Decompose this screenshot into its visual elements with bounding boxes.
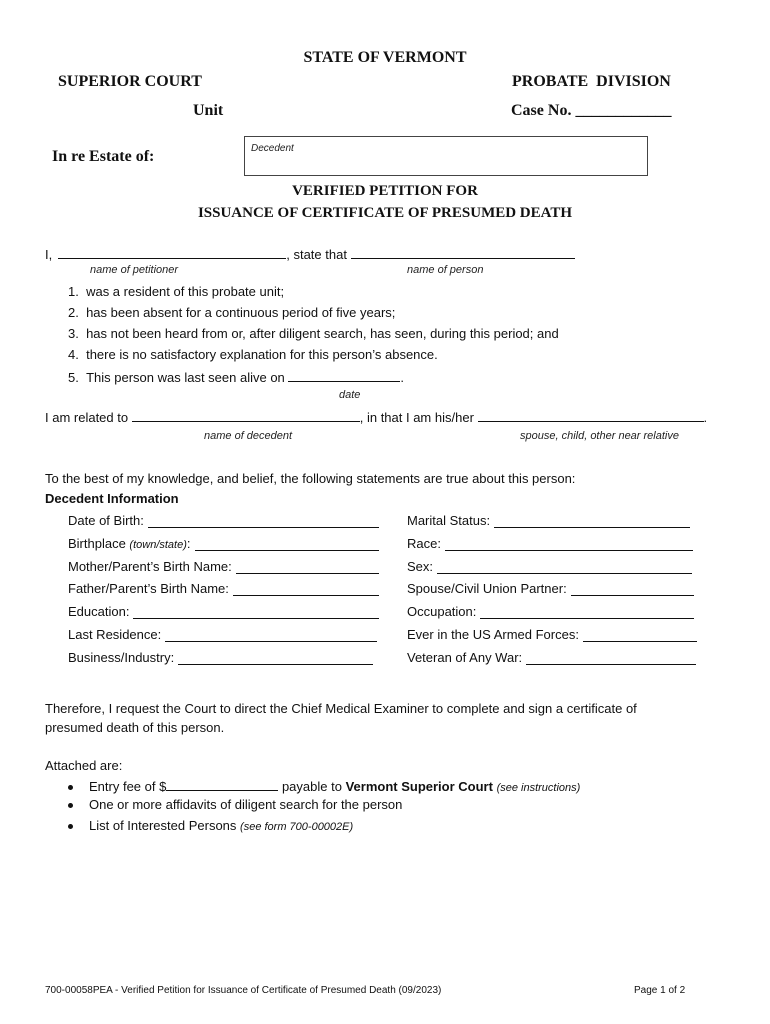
field-line[interactable] [148,514,379,528]
field-line[interactable] [494,514,690,528]
item-number: 5. [68,370,79,385]
item-number: 1. [68,284,79,299]
person-name-field[interactable] [351,245,575,259]
field-label: Race: [407,536,441,551]
field-line[interactable] [236,560,379,574]
field-label: Marital Status: [407,513,491,528]
relation-end: . [703,410,708,425]
attachment-interested-persons: List of Interested Persons (see form 700-00002E) [68,818,353,833]
field-label: Education: [68,604,130,619]
decedent-name-box[interactable] [244,136,648,176]
division-heading: PROBATE DIVISION [512,73,671,90]
armed-forces-field[interactable] [407,627,697,642]
field-line[interactable] [526,651,696,665]
field-label: Veteran of Any War: [407,650,523,665]
field-label: Last Residence: [68,627,162,642]
attachment-entry-fee: Entry fee of $ payable to Vermont Superior Court (see instructions) [68,777,580,794]
list-item [68,305,395,320]
attached-heading: Attached are: [45,758,123,773]
field-label: Date of Birth: [68,513,144,528]
person-caption: name of person [407,264,484,276]
field-line[interactable] [195,537,379,551]
mother-birth-name-field[interactable] [68,559,379,574]
field-line[interactable] [583,628,697,642]
page-number: Page 1 of 2 [634,985,686,996]
father-birth-name-field[interactable] [68,581,379,596]
field-label: Birthplace (town/state): [68,536,191,551]
item-text: there is no satisfactory explanation for this person’s absence. [86,347,438,362]
list-item [68,368,404,385]
occupation-field[interactable] [407,604,694,619]
form-identifier: 700-00058PEA - Verified Petition for Issuance of Certificate of Presumed Death (09/2023) [45,985,442,996]
field-line[interactable] [437,560,692,574]
item-end-period: . [400,370,405,385]
field-label: Father/Parent’s Birth Name: [68,581,229,596]
field-line[interactable] [233,582,379,596]
date-of-birth-field[interactable] [68,513,379,528]
sex-field[interactable] [407,559,692,574]
bullet-icon [68,824,73,829]
field-line[interactable] [571,582,694,596]
bullet-icon [68,803,73,808]
intro-line [45,245,575,262]
spouse-partner-field[interactable] [407,581,694,596]
business-industry-field[interactable] [68,650,373,665]
case-number-label: Case No. ____________ [511,102,672,119]
entry-fee-field[interactable] [166,777,278,791]
last-residence-field[interactable] [68,627,377,642]
list-item [68,326,559,341]
education-field[interactable] [68,604,379,619]
race-field[interactable] [407,536,693,551]
list-item [68,284,284,299]
intro-i-label: I, [45,247,53,262]
decedent-info-heading: Decedent Information [45,491,179,506]
relation-line [45,408,707,425]
item-text: was a resident of this probate unit; [86,284,285,299]
date-caption: date [339,389,361,401]
title-line-1: VERIFIED PETITION FOR [292,183,478,199]
field-label: Spouse/Civil Union Partner: [407,581,567,596]
marital-status-field[interactable] [407,513,690,528]
item-text: This person was last seen alive on [86,370,285,385]
decedent-name-field[interactable] [132,408,360,422]
relative-caption: spouse, child, other near relative [520,430,679,442]
unit-label: Unit [193,102,224,119]
attachment-affidavits: One or more affidavits of diligent search for the person [68,797,402,812]
decedent-box-label: Decedent [251,143,294,154]
field-label: Mother/Parent’s Birth Name: [68,559,232,574]
field-line[interactable] [445,537,693,551]
request-line-2: presumed death of this person. [45,720,225,735]
field-label: Sex: [407,559,434,574]
field-line[interactable] [178,651,373,665]
bullet-icon [68,785,73,790]
petitioner-name-field[interactable] [58,245,286,259]
item-number: 4. [68,347,79,362]
field-line[interactable] [133,605,379,619]
knowledge-statement: To the best of my knowledge, and belief, the following statements are true about this person: [45,471,576,486]
relationship-field[interactable] [478,408,704,422]
interested-note: (see form 700-00002E) [240,821,354,833]
last-seen-date-field[interactable] [288,368,400,382]
in-re-label: In re Estate of: [52,148,155,165]
decedent-caption: name of decedent [204,430,293,442]
relation-middle: , in that I am his/her [359,410,474,425]
field-line[interactable] [480,605,694,619]
item-number: 3. [68,326,79,341]
court-heading: SUPERIOR COURT [58,73,202,90]
field-label: Ever in the US Armed Forces: [407,627,579,642]
fee-note: (see instructions) [496,782,581,794]
petitioner-caption: name of petitioner [90,264,179,276]
field-line[interactable] [165,628,377,642]
field-label: Business/Industry: [68,650,175,665]
title-line-2: ISSUANCE OF CERTIFICATE OF PRESUMED DEATH [197,205,573,221]
state-heading: STATE OF VERMONT [303,49,467,66]
item-text: has not been heard from or, after diligent search, has seen, during this period; and [86,326,559,341]
item-text: has been absent for a continuous period of five years; [86,305,396,320]
relation-prefix: I am related to [45,410,129,425]
field-label: Occupation: [407,604,477,619]
list-item [68,347,438,362]
birthplace-field[interactable] [68,536,379,551]
intro-state-that: , state that [286,247,347,262]
court-name: Vermont Superior Court [345,779,493,794]
veteran-field[interactable] [407,650,696,665]
item-number: 2. [68,305,79,320]
request-line-1: Therefore, I request the Court to direct the Chief Medical Examiner to complete and sign a certificate of [45,701,637,716]
